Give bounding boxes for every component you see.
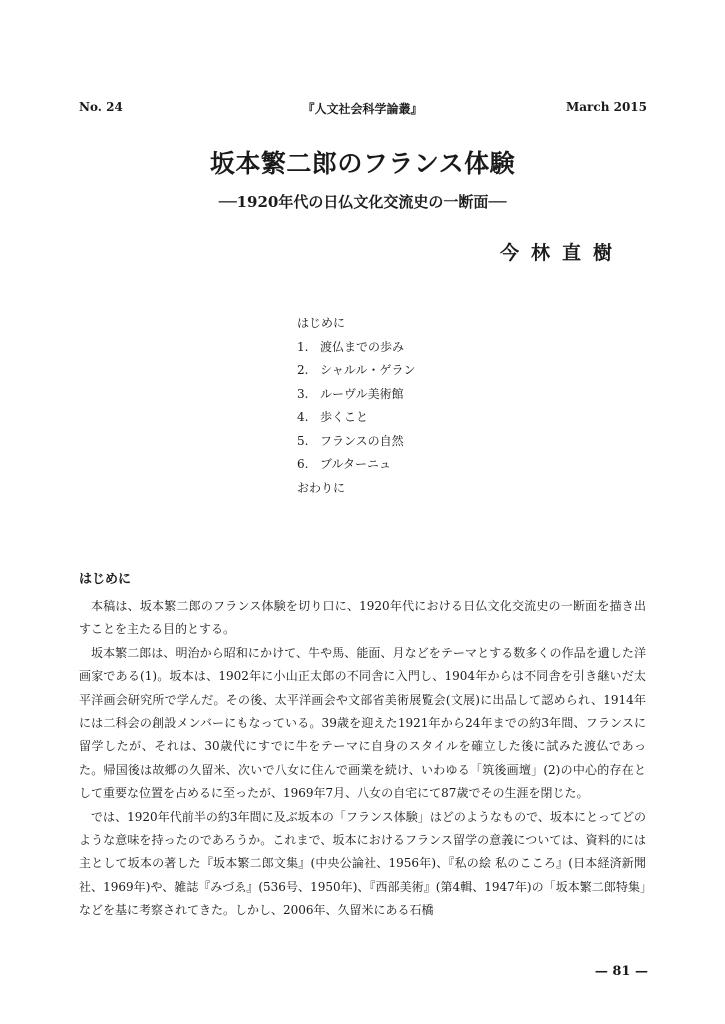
toc-item xyxy=(297,454,415,478)
toc-item-number: 5. xyxy=(297,433,309,448)
author-name: 今林直樹 xyxy=(499,242,624,264)
issue-date: March 2015 xyxy=(566,100,647,114)
paragraph: では、1920年代前半の約3年間に及ぶ坂本の「フランス体験」はどのようなもので、坂本にとってどのような意味を持ったのであろうか。これまで、坂本におけるフランス留学の意義については、資料的には主として坂本の著した『坂本繁二郎文集』(中央公論社、1956年)、『私の絵 私のこころ』(日本経済新聞社、1969年)や、雑誌『みづゑ』(536号、1950年)、『西部美術』(第4輯、1947年)の「坂本繁二郎特集」などを基に考察されてきた。しかし、2006年、久留米にある石橋 xyxy=(79,809,646,918)
page-number: — 81 — xyxy=(594,964,648,979)
toc-item-label: ルーヴル美術館 xyxy=(320,386,404,401)
paper-title: 坂本繁二郎のフランス体験 xyxy=(209,149,516,178)
toc-item-label: 歩くこと xyxy=(320,410,369,424)
toc-item-label: シャルル・ゲラン xyxy=(320,363,416,377)
toc-item xyxy=(297,384,415,408)
toc-item-number: 1. xyxy=(297,339,309,354)
toc-item-number: 3. xyxy=(297,386,309,401)
table-of-contents xyxy=(297,313,415,501)
toc-item-label: ブルターニュ xyxy=(320,457,392,471)
paper-subtitle: ──1920年代の日仏文化交流史の一断面── xyxy=(218,193,507,211)
toc-item xyxy=(297,360,415,384)
toc-item-number: 4. xyxy=(297,410,309,424)
issue-number: No. 24 xyxy=(79,100,123,114)
body-text xyxy=(79,595,646,923)
paragraph: 本稿は、坂本繁二郎のフランス体験を切り口に、1920年代における日仏文化交流史の一断面を描き出すことを主たる目的とする。 xyxy=(79,599,646,637)
toc-item-number: 6. xyxy=(297,457,309,471)
paragraph: 坂本繁二郎は、明治から昭和にかけて、牛や馬、能面、月などをテーマとする数多くの作品を遺した洋画家である(1)。坂本は、1902年に小山正太郎の不同舎に入門し、1904年からは不同舎を引き継いだ太平洋画会研究所で学んだ。その後、太平洋画会や文部省美術展覧会(文展)に出品して認められ、1914年には二科会の創設メンバーにもなっている。39歳を迎えた1921年から24年までの約3年間、フランスに留学したが、それは、30歳代にすでに牛をテーマに自身のスタイルを確立した後に試みた渡仏であった。帰国後は故郷の久留米、次いで八女に住んで画業を続け、いわゆる「筑後画壇」(2)の中心的存在として重要な位置を占めるに至ったが、1969年7月、八女の自宅にて87歳でその生涯を閉じた。 xyxy=(79,645,646,801)
toc-item xyxy=(297,337,415,361)
toc-item-number: 2. xyxy=(297,363,309,377)
toc-item xyxy=(297,431,415,455)
section-heading: はじめに xyxy=(79,572,132,587)
toc-intro: はじめに xyxy=(297,316,346,330)
toc-outro: おわりに xyxy=(297,480,346,495)
toc-item-label: フランスの自然 xyxy=(320,433,404,448)
toc-item xyxy=(297,407,415,431)
toc-item-label: 渡仏までの歩み xyxy=(320,339,405,354)
journal-name: 『人文社会科学論叢』 xyxy=(302,102,423,116)
